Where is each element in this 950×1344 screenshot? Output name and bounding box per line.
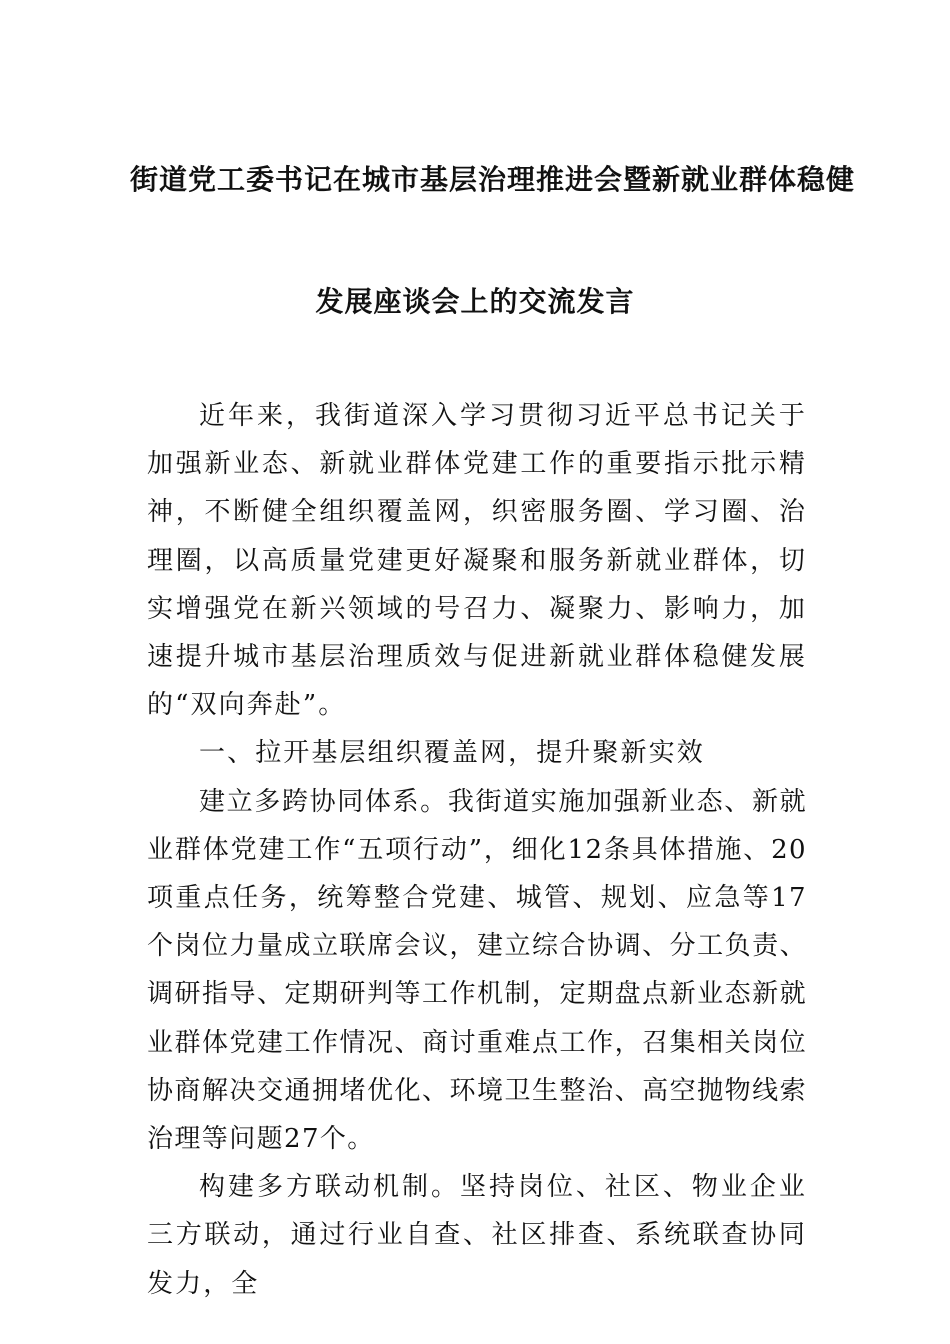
document-title-line-2: 发展座谈会上的交流发言: [315, 285, 635, 318]
paragraph-intro: 近年来，我街道深入学习贯彻习近平总书记关于加强新业态、新就业群体党建工作的重要指示批示精神，不断健全组织覆盖网，织密服务圈、学习圈、治理圈，以高质量党建更好凝聚和服务新就业群体，切实增强党在新兴领域的号召力、凝聚力、影响力，加速提升城市基层治理质效与促进新就业群体稳健发展的“双向奔赴”。: [147, 401, 807, 721]
section-heading-1: 一、拉开基层组织覆盖网，提升聚新实效: [199, 738, 705, 769]
paragraph-multi-party-linkage: 构建多方联动机制。坚持岗位、社区、物业企业三方联动，通过行业自查、社区排查、系统联查协同发力，全: [147, 1172, 807, 1299]
document-title-line-1: 街道党工委书记在城市基层治理推进会暨新就业群体稳健: [130, 163, 856, 196]
document-body: [147, 392, 807, 1308]
paragraph-cross-collaboration: 建立多跨协同体系。我街道实施加强新业态、新就业群体党建工作“五项行动”，细化12条具体措施、20项重点任务，统筹整合党建、城管、规划、应急等17个岗位力量成立联席会议，建立综合协调、分工负责、调研指导、定期研判等工作机制，定期盘点新业态新就业群体党建工作情况、商讨重难点工作，召集相关岗位协商解决交通拥堵优化、环境卫生整治、高空抛物线索治理等问题27个。: [147, 786, 807, 1155]
